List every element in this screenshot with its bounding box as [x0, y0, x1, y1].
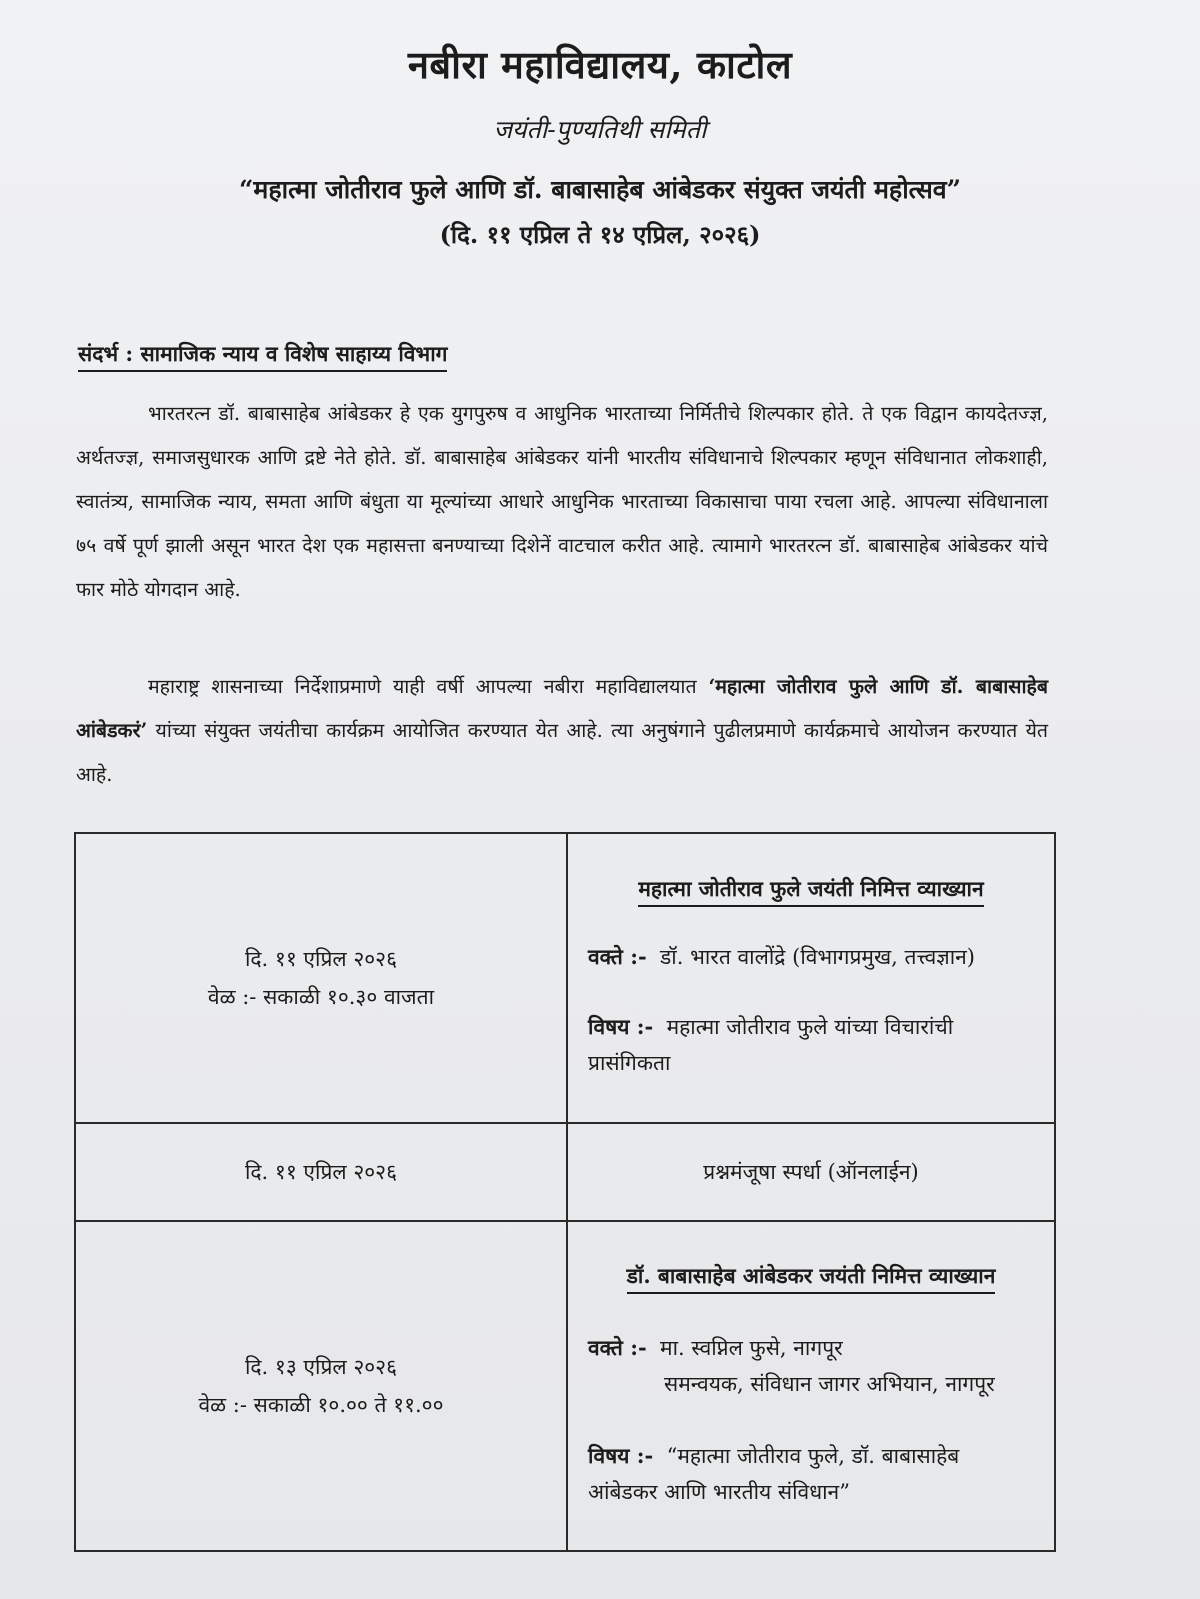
speaker-name: डॉ. भारत वालोंद्रे (विभागप्रमुख, तत्त्वज्ञान): [660, 945, 975, 969]
quiz-activity: प्रश्नमंजूषा स्पर्धा (ऑनलाईन): [703, 1160, 919, 1184]
schedule-row-quiz: [75, 1123, 1055, 1221]
speaker-name: मा. स्वप्निल फुसे, नागपूर: [660, 1336, 843, 1360]
schedule-table: [74, 832, 1056, 1552]
lecture-title: महात्मा जोतीराव फुले जयंती निमित्त व्याख्यान: [588, 875, 1034, 903]
speaker-label: वक्ते :-: [588, 1335, 647, 1360]
speaker-line: [588, 939, 1034, 975]
schedule-detail-cell: [567, 1123, 1055, 1221]
announcement-text-end: यांच्या संयुक्त जयंतीचा कार्यक्रम आयोजित करण्यात येत आहे. त्या अनुषंगाने पुढीलप्रमाणे कार्यक्रमाचे आयोजन करण्यात येत आहे.: [76, 719, 1048, 786]
topic-label: विषय :-: [588, 1443, 654, 1468]
schedule-time: वेळ :- सकाळी १०.३० वाजता: [207, 985, 435, 1009]
committee-name: जयंती-पुण्यतिथी समिती: [493, 115, 707, 144]
topic-text: महात्मा जोतीराव फुले यांच्या विचारांची प्रासंगिकता: [588, 1015, 954, 1075]
topic-line: [588, 1438, 1034, 1510]
announcement-text-start: महाराष्ट्र शासनाच्या निर्देशाप्रमाणे याही वर्षी आपल्या नबीरा महाविद्यालयात: [148, 675, 709, 698]
reference-line: संदर्भ : सामाजिक न्याय व विशेष साहाय्य विभाग: [78, 340, 447, 372]
schedule-date: दि. ११ एप्रिल २०२६: [244, 1160, 398, 1184]
speaker-role: समन्वयक, संविधान जागर अभियान, नागपूर: [664, 1372, 995, 1396]
schedule-date-cell: [75, 833, 567, 1123]
schedule-detail-cell: [567, 833, 1055, 1123]
schedule-date: दि. १३ एप्रिल २०२६: [244, 1355, 398, 1379]
college-name: नबीरा महाविद्यालय, काटोल: [407, 42, 793, 87]
topic-text: “महात्मा जोतीराव फुले, डॉ. बाबासाहेब आंबेडकर आणि भारतीय संविधान”: [588, 1444, 960, 1504]
event-title: “महात्मा जोतीराव फुले आणि डॉ. बाबासाहेब आंबेडकर संयुक्त जयंती महोत्सव”: [239, 175, 961, 204]
schedule-time: वेळ :- सकाळी १०.०० ते ११.००: [198, 1393, 444, 1417]
topic-label: विषय :-: [588, 1014, 654, 1039]
intro-paragraph: भारतरत्न डॉ. बाबासाहेब आंबेडकर हे एक युगपुरुष व आधुनिक भारताच्या निर्मितीचे शिल्पकार होते. ते एक विद्वान कायदेतज्ज्ञ, अर्थतज्ज्ञ, समाजसुधारक आणि द्रष्टे नेते होते. डॉ. बाबासाहेब आंबेडकर यांनी भारतीय संविधानाचे शिल्पकार म्हणून संविधानात लोकशाही, स्वातंत्र्य, सामाजिक न्याय, समता आणि बंधुता या मूल्यांच्या आधारे आधुनिक भारताच्या विकासाचा पाया रचला आहे. आपल्या संविधानाला ७५ वर्षे पूर्ण झाली असून भारत देश एक महासत्ता बनण्याच्या दिशेनें वाटचाल करीत आहे. त्यामागे भारतरत्न डॉ. बाबासाहेब आंबेडकर यांचे फार मोठे योगदान आहे.: [76, 402, 1048, 601]
speaker-label: वक्ते :-: [588, 944, 647, 969]
speaker-line: [588, 1330, 1034, 1366]
schedule-row-phule-lecture: [75, 833, 1055, 1123]
schedule-date-cell: [75, 1221, 567, 1551]
schedule-row-ambedkar-lecture: [75, 1221, 1055, 1551]
schedule-date: दि. ११ एप्रिल २०२६: [244, 947, 398, 971]
announcement-paragraph: [76, 665, 1048, 797]
announcement-text-bold: ‘महात्मा जोतीराव फुले आणि डॉ. बाबासाहेब आंबेडकरं’: [76, 675, 1048, 742]
event-dates: (दि. ११ एप्रिल ते १४ एप्रिल, २०२६): [439, 220, 761, 249]
lecture-title: डॉ. बाबासाहेब आंबेडकर जयंती निमित्त व्याख्यान: [588, 1262, 1034, 1290]
notice-header: [0, 0, 1200, 251]
schedule-date-cell: [75, 1123, 567, 1221]
topic-line: [588, 1009, 1034, 1081]
schedule-detail-cell: [567, 1221, 1055, 1551]
